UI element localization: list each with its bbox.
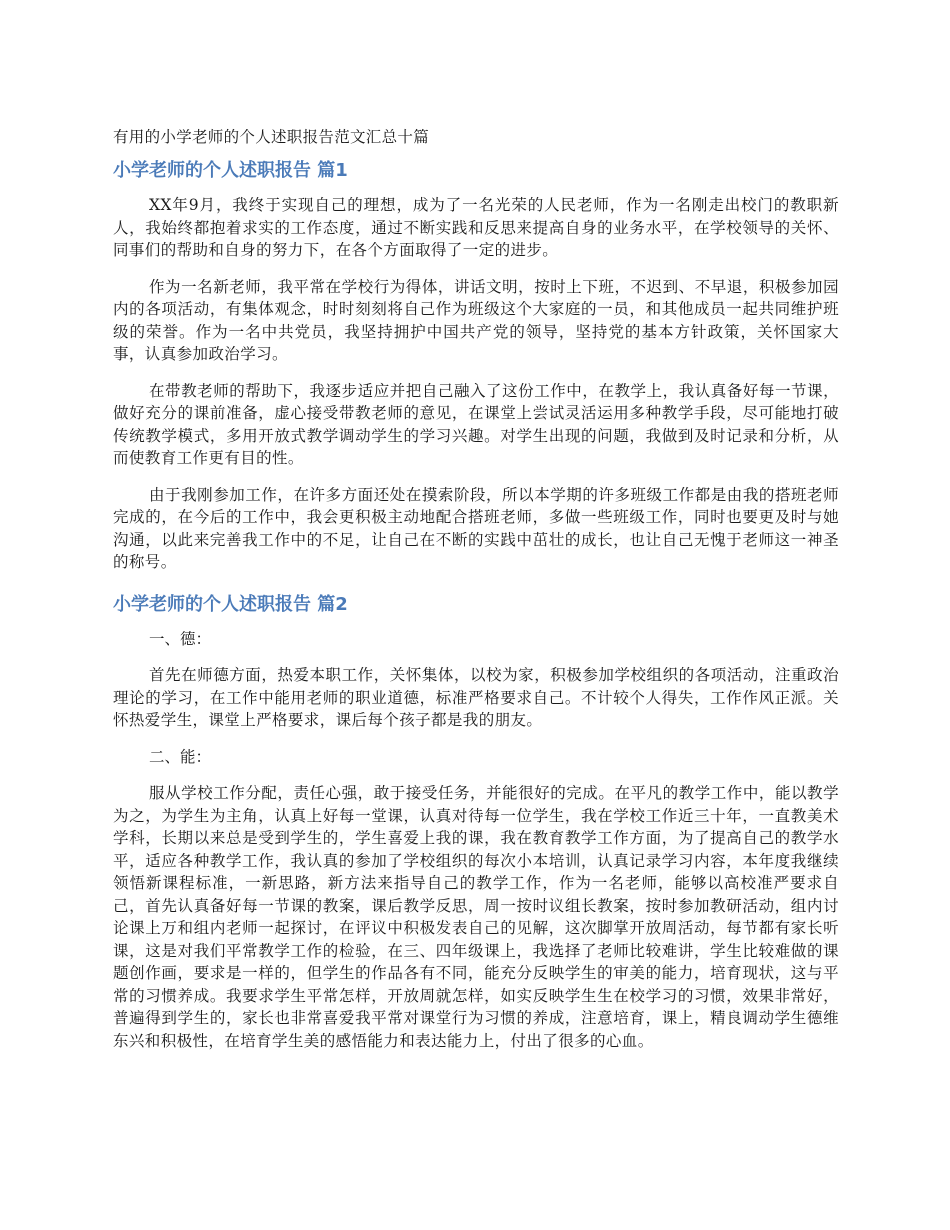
document-page	[113, 124, 839, 1066]
subheading-ability: 二、能：	[149, 747, 212, 766]
paragraph: 服从学校工作分配，责任心强，敢于接受任务，并能很好的完成。在平凡的教学工作中，能以教学为之，为学生为主角，认真上好每一堂课，认真对待每一位学生，我在学校工作近三十年，一直教美术学科，长期以来总是受到学生的，学生喜爱上我的课，我在教育教学工作方面，为了提高自己的教学水平，适应各种教学工作，我认真的参加了学校组织的每次小本培训，认真记录学习内容，本年度我继续领悟新课程标准，一新思路，新方法来指导自己的教学工作，作为一名老师，能够以高校准严要求自己，首先认真备好每一节课的教案，课后教学反思，周一按时议组长教案，按时参加教研活动，组内讨论课上万和组内老师一起探讨，在评议中积极发表自己的见解，这次脚掌开放周活动，每节都有家长听课，这是对我们平常教学工作的检验，在三、四年级课上，我选择了老师比较难讲，学生比较难做的课题创作画，要求是一样的，但学生的作品各有不同，能充分反映学生的审美的能力，培育现状，这与平常的习惯养成。我要求学生平常怎样，开放周就怎样，如实反映学生生在校学习的习惯，效果非常好，普遍得到学生的，家长也非常喜爱我平常对课堂行为习惯的养成，注意培育，课上，精良调动学生德维东兴和积极性，在培育学生美的感悟能力和表达能力上，付出了很多的心血。	[113, 784, 839, 1050]
paragraph: XX年9月，我终于实现自己的理想，成为了一名光荣的人民老师，作为一名刚走出校门的教职新人，我始终都抱着求实的工作态度，通过不断实践和反思来提高自身的业务水平，在学校领导的关怀、同事们的帮助和自身的努力下，在各个方面取得了一定的进步。	[113, 196, 839, 259]
paragraph: 由于我刚参加工作，在许多方面还处在摸索阶段，所以本学期的许多班级工作都是由我的搭班老师完成的，在今后的工作中，我会更积极主动地配合搭班老师，多做一些班级工作，同时也要更及时与她沟通，以此来完善我工作中的不足，让自己在不断的实践中茁壮的成长，也让自己无愧于老师这一神圣的称号。	[113, 485, 839, 571]
paragraph: 作为一名新老师，我平常在学校行为得体，讲话文明，按时上下班，不迟到、不早退，积极参加园内的各项活动，有集体观念，时时刻刻将自己作为班级这个大家庭的一员，和其他成员一起共同维护班级的荣誉。作为一名中共党员，我坚持拥护中国共产党的领导，坚持党的基本方针政策，关怀国家大事，认真参加政治学习。	[113, 277, 839, 363]
document-title: 有用的小学老师的个人述职报告范文汇总十篇	[113, 128, 430, 146]
section-heading-2: 小学老师的个人述职报告 篇2	[113, 593, 348, 615]
paragraph: 首先在师德方面，热爱本职工作，关怀集体，以校为家，积极参加学校组织的各项活动，注重政治理论的学习，在工作中能用老师的职业道德，标准严格要求自己。不计较个人得失，工作作风正派。关怀热爱学生，课堂上严格要求，课后每个孩子都是我的朋友。	[113, 666, 839, 729]
paragraph: 在带教老师的帮助下，我逐步适应并把自己融入了这份工作中，在教学上，我认真备好每一节课，做好充分的课前准备，虚心接受带教老师的意见，在课堂上尝试灵活运用多种教学手段，尽可能地打破传统教学模式，多用开放式教学调动学生的学习兴趣。对学生出现的问题，我做到及时记录和分析，从而使教育工作更有目的性。	[113, 381, 839, 467]
subheading-virtue: 一、德：	[149, 629, 212, 648]
section-heading-1: 小学老师的个人述职报告 篇1	[113, 160, 348, 181]
